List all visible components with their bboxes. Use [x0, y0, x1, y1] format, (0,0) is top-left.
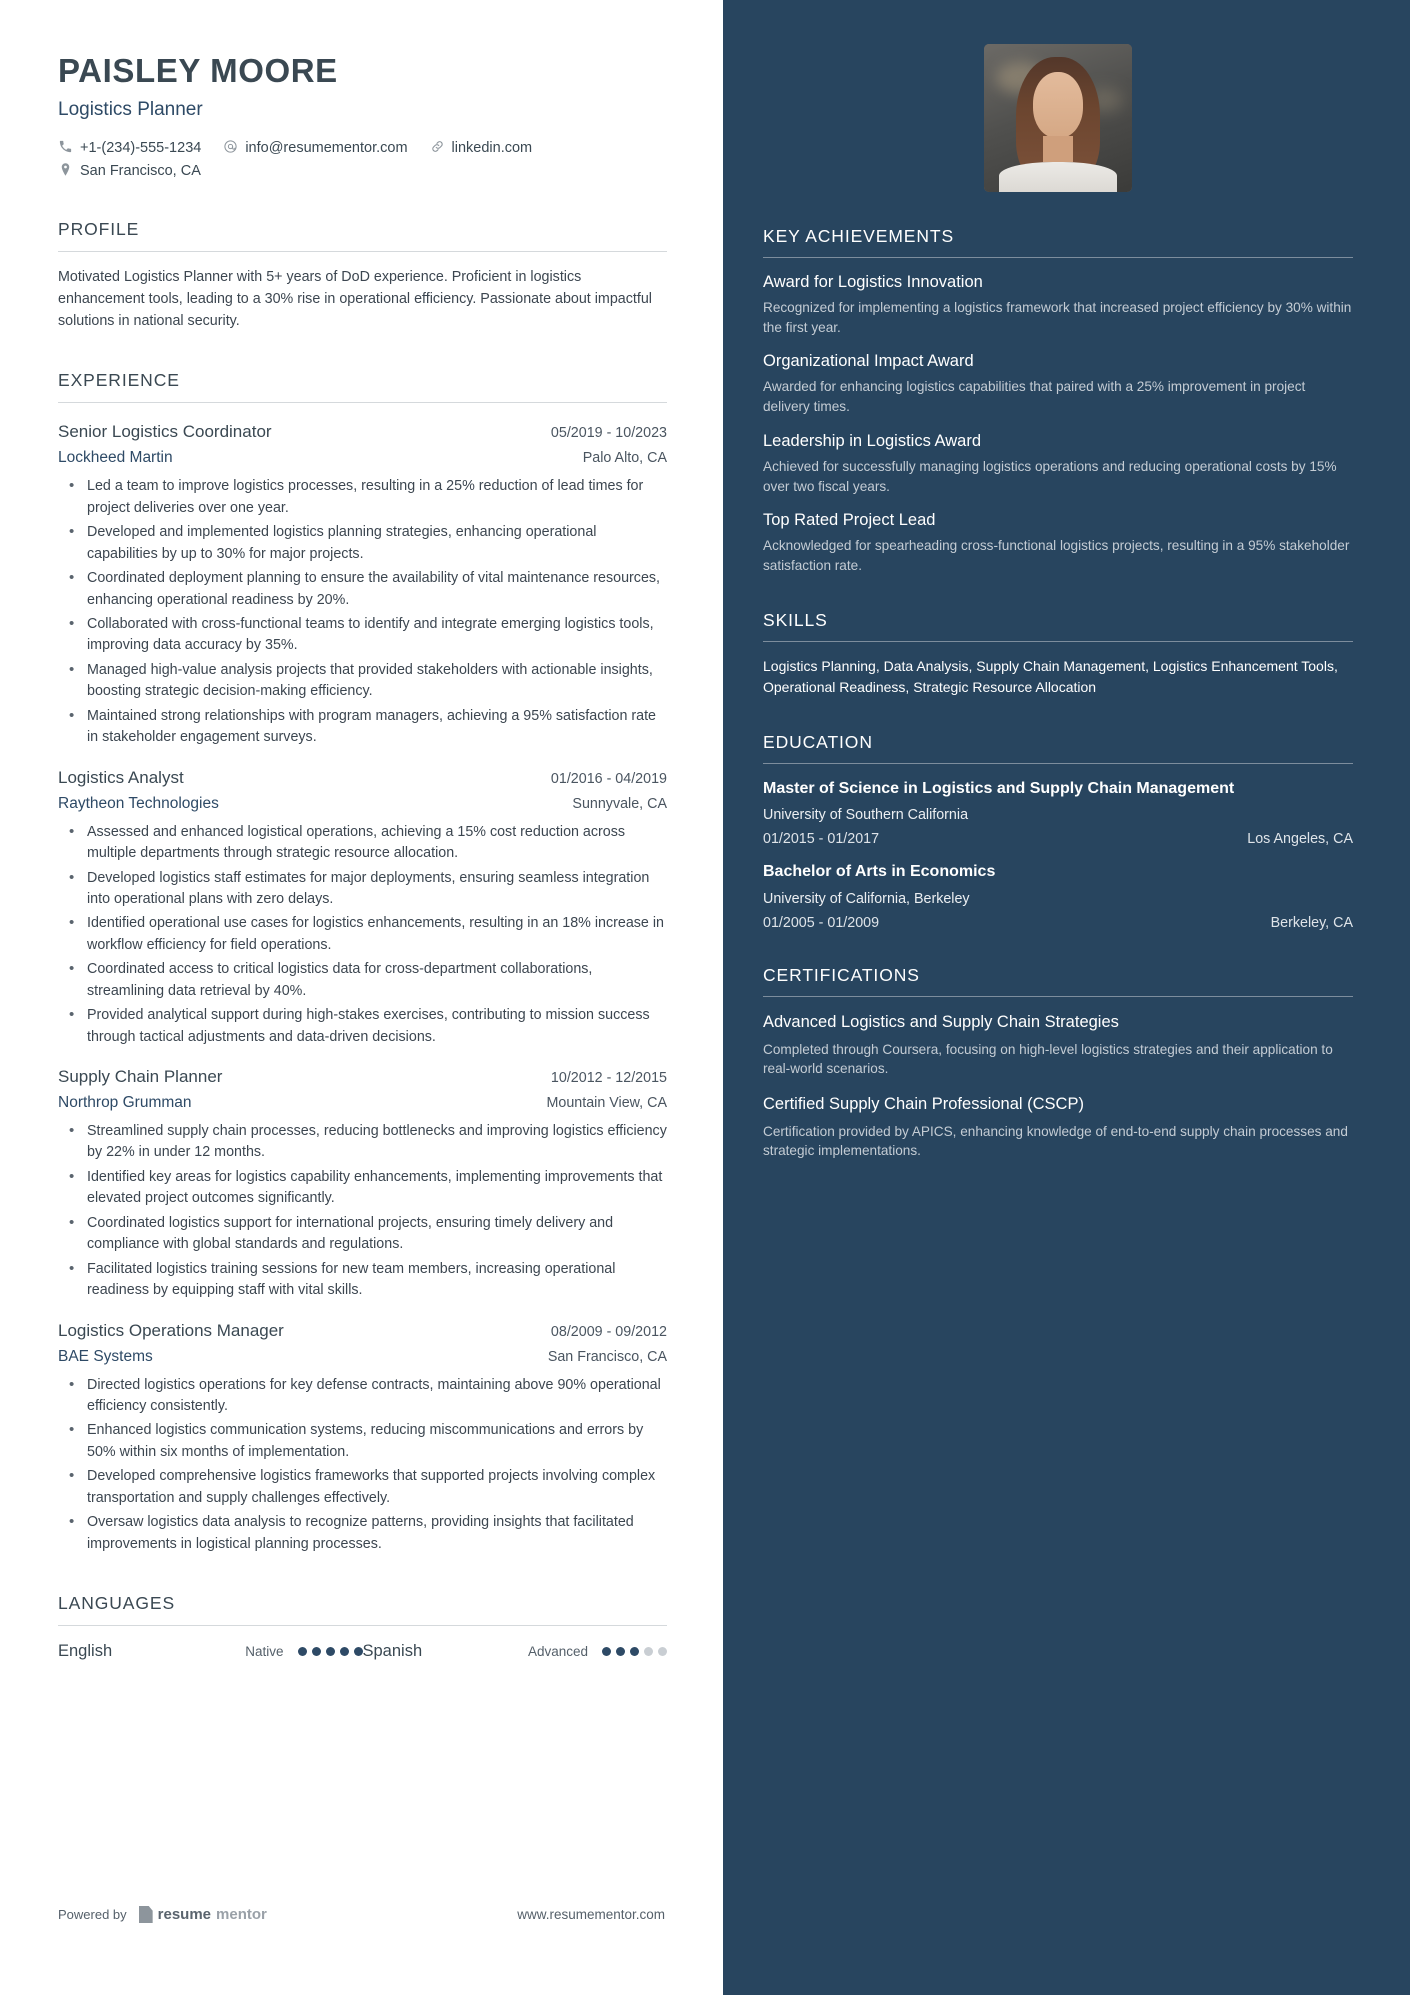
contact-phone[interactable]: [58, 139, 201, 158]
skills-divider: [763, 641, 1353, 642]
sidebar: [723, 0, 1410, 1995]
powered-by-block: [58, 1906, 267, 1923]
job-bullet: • Enhanced logistics communication systems, reducing miscommunications and errors by 50% within six months of implementation.: [58, 1420, 667, 1463]
contact-phone-text: +1-(234)-555-1234: [80, 140, 202, 157]
job-bullet: • Developed and implemented logistics planning strategies, enhancing operational capabilities by up to 30% for major projects.: [58, 522, 667, 565]
rating-dot: [326, 1647, 335, 1656]
candidate-name: PAISLEY MOORE: [58, 52, 338, 89]
experience-item: [58, 768, 667, 1048]
powered-by-label: Powered by: [58, 1907, 127, 1922]
resumementor-logo: [139, 1906, 267, 1923]
email-at-icon: [223, 139, 238, 158]
education-meta: [763, 831, 1353, 847]
job-subheader-row: [58, 449, 667, 467]
language-name: Spanish: [362, 1642, 423, 1661]
education-date: 01/2015 - 01/2017: [763, 831, 880, 848]
job-location: Palo Alto, CA: [582, 450, 667, 467]
achievement-item: [763, 273, 1353, 337]
job-subheader-row: [58, 795, 667, 813]
job-position: Logistics Operations Manager: [58, 1320, 284, 1340]
contact-list: [58, 139, 618, 181]
job-location: Mountain View, CA: [546, 1095, 667, 1112]
achievement-item: [763, 511, 1353, 575]
key-achievements-section: [763, 226, 1353, 576]
language-rating: [602, 1647, 667, 1656]
certification-title: Certified Supply Chain Professional (CSCP): [763, 1095, 1084, 1114]
job-bullet: • Oversaw logistics data analysis to recognize patterns, providing insights that facilitated improvements in logistical planning processes.: [58, 1512, 667, 1555]
rating-dot: [602, 1647, 611, 1656]
certifications-section: [763, 965, 1353, 1161]
language-level: Advanced: [527, 1644, 588, 1660]
footer-website[interactable]: www.resumementor.com: [517, 1907, 665, 1922]
avatar-face: [1033, 72, 1083, 138]
experience-item: [58, 422, 667, 748]
languages-list: [58, 1642, 667, 1661]
job-bullet: • Maintained strong relationships with program managers, achieving a 95% satisfaction rate in stakeholder engagement surveys.: [58, 706, 667, 749]
job-bullet: • Directed logistics operations for key defense contracts, maintaining above 90% operational efficiency consistently.: [58, 1375, 667, 1418]
job-header-row: [58, 1321, 667, 1341]
achievement-item: [763, 432, 1353, 496]
candidate-job-title: Logistics Planner: [58, 98, 203, 120]
experience-section: [58, 370, 667, 1555]
rating-dot: [340, 1647, 349, 1656]
rating-dot: [658, 1647, 667, 1656]
job-position: Senior Logistics Coordinator: [58, 422, 272, 442]
achievement-description: Acknowledged for spearheading cross-functional logistics projects, resulting in a 95% stakeholder satisfaction rate.: [763, 538, 1350, 573]
contact-link-text: linkedin.com: [451, 140, 533, 157]
phone-icon: [58, 139, 73, 158]
education-location: Los Angeles, CA: [1247, 831, 1353, 848]
job-bullet: • Developed logistics staff estimates for major deployments, ensuring seamless integration into operational plans with zero delays.: [58, 868, 667, 911]
certification-description: Certification provided by APICS, enhancing knowledge of end-to-end supply chain processes and strategic implementations.: [763, 1123, 1348, 1159]
job-bullet: • Led a team to improve logistics processes, resulting in a 25% reduction of lead times for project deliveries over one year.: [58, 476, 667, 519]
job-subheader-row: [58, 1094, 667, 1112]
key-achievements-list: [763, 273, 1353, 576]
job-bullet: • Developed comprehensive logistics frameworks that supported projects involving complex transportation and supply challenges effectively.: [58, 1466, 667, 1509]
education-item: [763, 779, 1353, 848]
job-date: 01/2016 - 04/2019: [550, 770, 667, 787]
job-bullet: • Identified key areas for logistics capability enhancements, implementing improvements that elevated project outcomes significantly.: [58, 1167, 667, 1210]
education-school: University of California, Berkeley: [763, 891, 970, 908]
education-heading: EDUCATION: [763, 731, 873, 752]
brand-name-part2: mentor: [216, 1906, 267, 1923]
link-icon: [430, 139, 445, 158]
certifications-heading: CERTIFICATIONS: [763, 965, 920, 986]
avatar-shirt: [999, 162, 1117, 192]
key-achievements-heading: KEY ACHIEVEMENTS: [763, 226, 955, 246]
contact-email[interactable]: [223, 139, 407, 158]
achievement-title: Organizational Impact Award: [763, 352, 974, 371]
job-bullet: • Provided analytical support during high-stakes exercises, contributing to mission success through tactical adjustments and data-driven decisions.: [58, 1005, 667, 1048]
experience-heading: EXPERIENCE: [58, 370, 180, 391]
job-company: BAE Systems: [58, 1347, 153, 1365]
job-subheader-row: [58, 1348, 667, 1366]
contact-email-text: info@resumementor.com: [245, 140, 408, 157]
experience-item: [58, 1067, 667, 1302]
job-company: Raytheon Technologies: [58, 794, 219, 812]
avatar-neck: [1043, 136, 1073, 162]
job-bullets: [58, 1375, 667, 1556]
certifications-divider: [763, 996, 1353, 997]
document-icon: [139, 1906, 153, 1923]
profile-heading: PROFILE: [58, 218, 140, 239]
job-company: Lockheed Martin: [58, 449, 173, 467]
location-pin-icon: [58, 162, 73, 181]
rating-dot: [616, 1647, 625, 1656]
experience-item: [58, 1321, 667, 1556]
job-date: 10/2012 - 12/2015: [550, 1070, 667, 1087]
language-item: [363, 1642, 668, 1661]
job-bullet: • Coordinated logistics support for international projects, ensuring timely delivery and compliance with global standards and regulations.: [58, 1213, 667, 1256]
experience-list: [58, 422, 667, 1555]
achievement-description: Recognized for implementing a logistics framework that increased project efficiency by 30% within the first year.: [763, 300, 1352, 335]
job-bullet: • Coordinated deployment planning to ensure the availability of vital maintenance resources, enhancing operational readiness by 20%.: [58, 568, 667, 611]
rating-dot: [630, 1647, 639, 1656]
languages-divider: [58, 1625, 667, 1626]
profile-divider: [58, 251, 667, 252]
education-school: University of Southern California: [763, 807, 969, 824]
rating-dot: [354, 1647, 363, 1656]
job-bullet: • Collaborated with cross-functional teams to identify and integrate emerging logistics tools, improving data accuracy by 35%.: [58, 614, 667, 657]
skills-text: Logistics Planning, Data Analysis, Supply Chain Management, Logistics Enhancement Tools, Operational Readiness, Strategic Resource Allocation: [763, 657, 1338, 695]
certification-item: [763, 1012, 1353, 1079]
achievement-description: Achieved for successfully managing logistics operations and reducing operational costs by 15% over two fiscal years.: [763, 458, 1337, 494]
language-item: [58, 1642, 363, 1661]
education-section: [763, 732, 1353, 932]
job-bullets: [58, 476, 667, 748]
rating-dot: [644, 1647, 653, 1656]
contact-location: [58, 162, 618, 181]
education-degree: Master of Science in Logistics and Supply Chain Management: [763, 779, 1235, 797]
achievement-title: Top Rated Project Lead: [763, 511, 936, 530]
rating-dot: [298, 1647, 307, 1656]
skills-heading: SKILLS: [763, 609, 828, 630]
achievement-description: Awarded for enhancing logistics capabilities that paired with a 25% improvement in project delivery times.: [763, 379, 1306, 415]
job-location: San Francisco, CA: [547, 1348, 667, 1365]
job-bullet: • Assessed and enhanced logistical operations, achieving a 15% cost reduction across multiple departments through strategic resource allocation.: [58, 822, 667, 865]
language-rating: [298, 1647, 363, 1656]
job-header-row: [58, 422, 667, 442]
skills-section: [763, 610, 1353, 698]
profile-text: Motivated Logistics Planner with 5+ years of DoD experience. Proficient in logistics enhancement tools, leading to a 30% rise in operational efficiency. Passionate about impactful solutions in national security.: [58, 268, 652, 330]
contact-link[interactable]: [430, 139, 533, 158]
achievement-title: Award for Logistics Innovation: [763, 273, 983, 291]
education-date: 01/2005 - 01/2009: [763, 915, 880, 932]
job-position: Supply Chain Planner: [58, 1067, 223, 1087]
job-bullet: • Identified operational use cases for logistics enhancements, resulting in an 18% increase in workflow efficiency for field operations.: [58, 913, 667, 956]
job-bullets: [58, 822, 667, 1048]
education-divider: [763, 763, 1353, 764]
job-header-row: [58, 1067, 667, 1087]
job-header-row: [58, 768, 667, 788]
key-achievements-divider: [763, 257, 1353, 258]
achievement-item: [763, 352, 1353, 416]
language-level: Native: [245, 1644, 284, 1660]
job-date: 05/2019 - 10/2023: [550, 425, 667, 442]
achievement-title: Leadership in Logistics Award: [763, 431, 981, 450]
job-bullet: • Facilitated logistics training sessions for new team members, increasing operational readiness by equipping staff with vital skills.: [58, 1259, 667, 1302]
language-name: English: [58, 1642, 113, 1661]
education-meta: [763, 915, 1353, 931]
footer: [58, 1906, 665, 1923]
education-list: [763, 779, 1353, 932]
job-location: Sunnyvale, CA: [572, 795, 667, 812]
experience-divider: [58, 402, 667, 403]
avatar: [984, 44, 1132, 192]
job-bullet: • Managed high-value analysis projects that provided stakeholders with actionable insights, boosting strategic decision-making efficiency.: [58, 660, 667, 703]
languages-heading: LANGUAGES: [58, 1593, 176, 1614]
certifications-list: [763, 1012, 1353, 1161]
profile-section: [58, 219, 667, 332]
job-company: Northrop Grumman: [58, 1094, 192, 1112]
certification-description: Completed through Coursera, focusing on high-level logistics strategies and their application to real-world scenarios.: [763, 1041, 1333, 1077]
education-degree: Bachelor of Arts in Economics: [763, 863, 996, 881]
job-bullets: [58, 1121, 667, 1302]
rating-dot: [312, 1647, 321, 1656]
languages-section: [58, 1593, 667, 1661]
education-item: [763, 862, 1353, 931]
certification-title: Advanced Logistics and Supply Chain Strategies: [763, 1013, 1119, 1032]
brand-name-part1: resume: [157, 1906, 212, 1923]
avatar-wrapper: [763, 44, 1353, 192]
job-date: 08/2009 - 09/2012: [550, 1323, 667, 1340]
job-bullet: • Streamlined supply chain processes, reducing bottlenecks and improving logistics efficiency by 22% in under 12 months.: [58, 1121, 667, 1164]
job-position: Logistics Analyst: [58, 767, 184, 787]
certification-item: [763, 1094, 1353, 1161]
contact-location-text: San Francisco, CA: [80, 163, 201, 180]
job-bullet: • Coordinated access to critical logistics data for cross-department collaborations, streamlining data retrieval by 40%.: [58, 959, 667, 1002]
education-location: Berkeley, CA: [1270, 915, 1353, 932]
